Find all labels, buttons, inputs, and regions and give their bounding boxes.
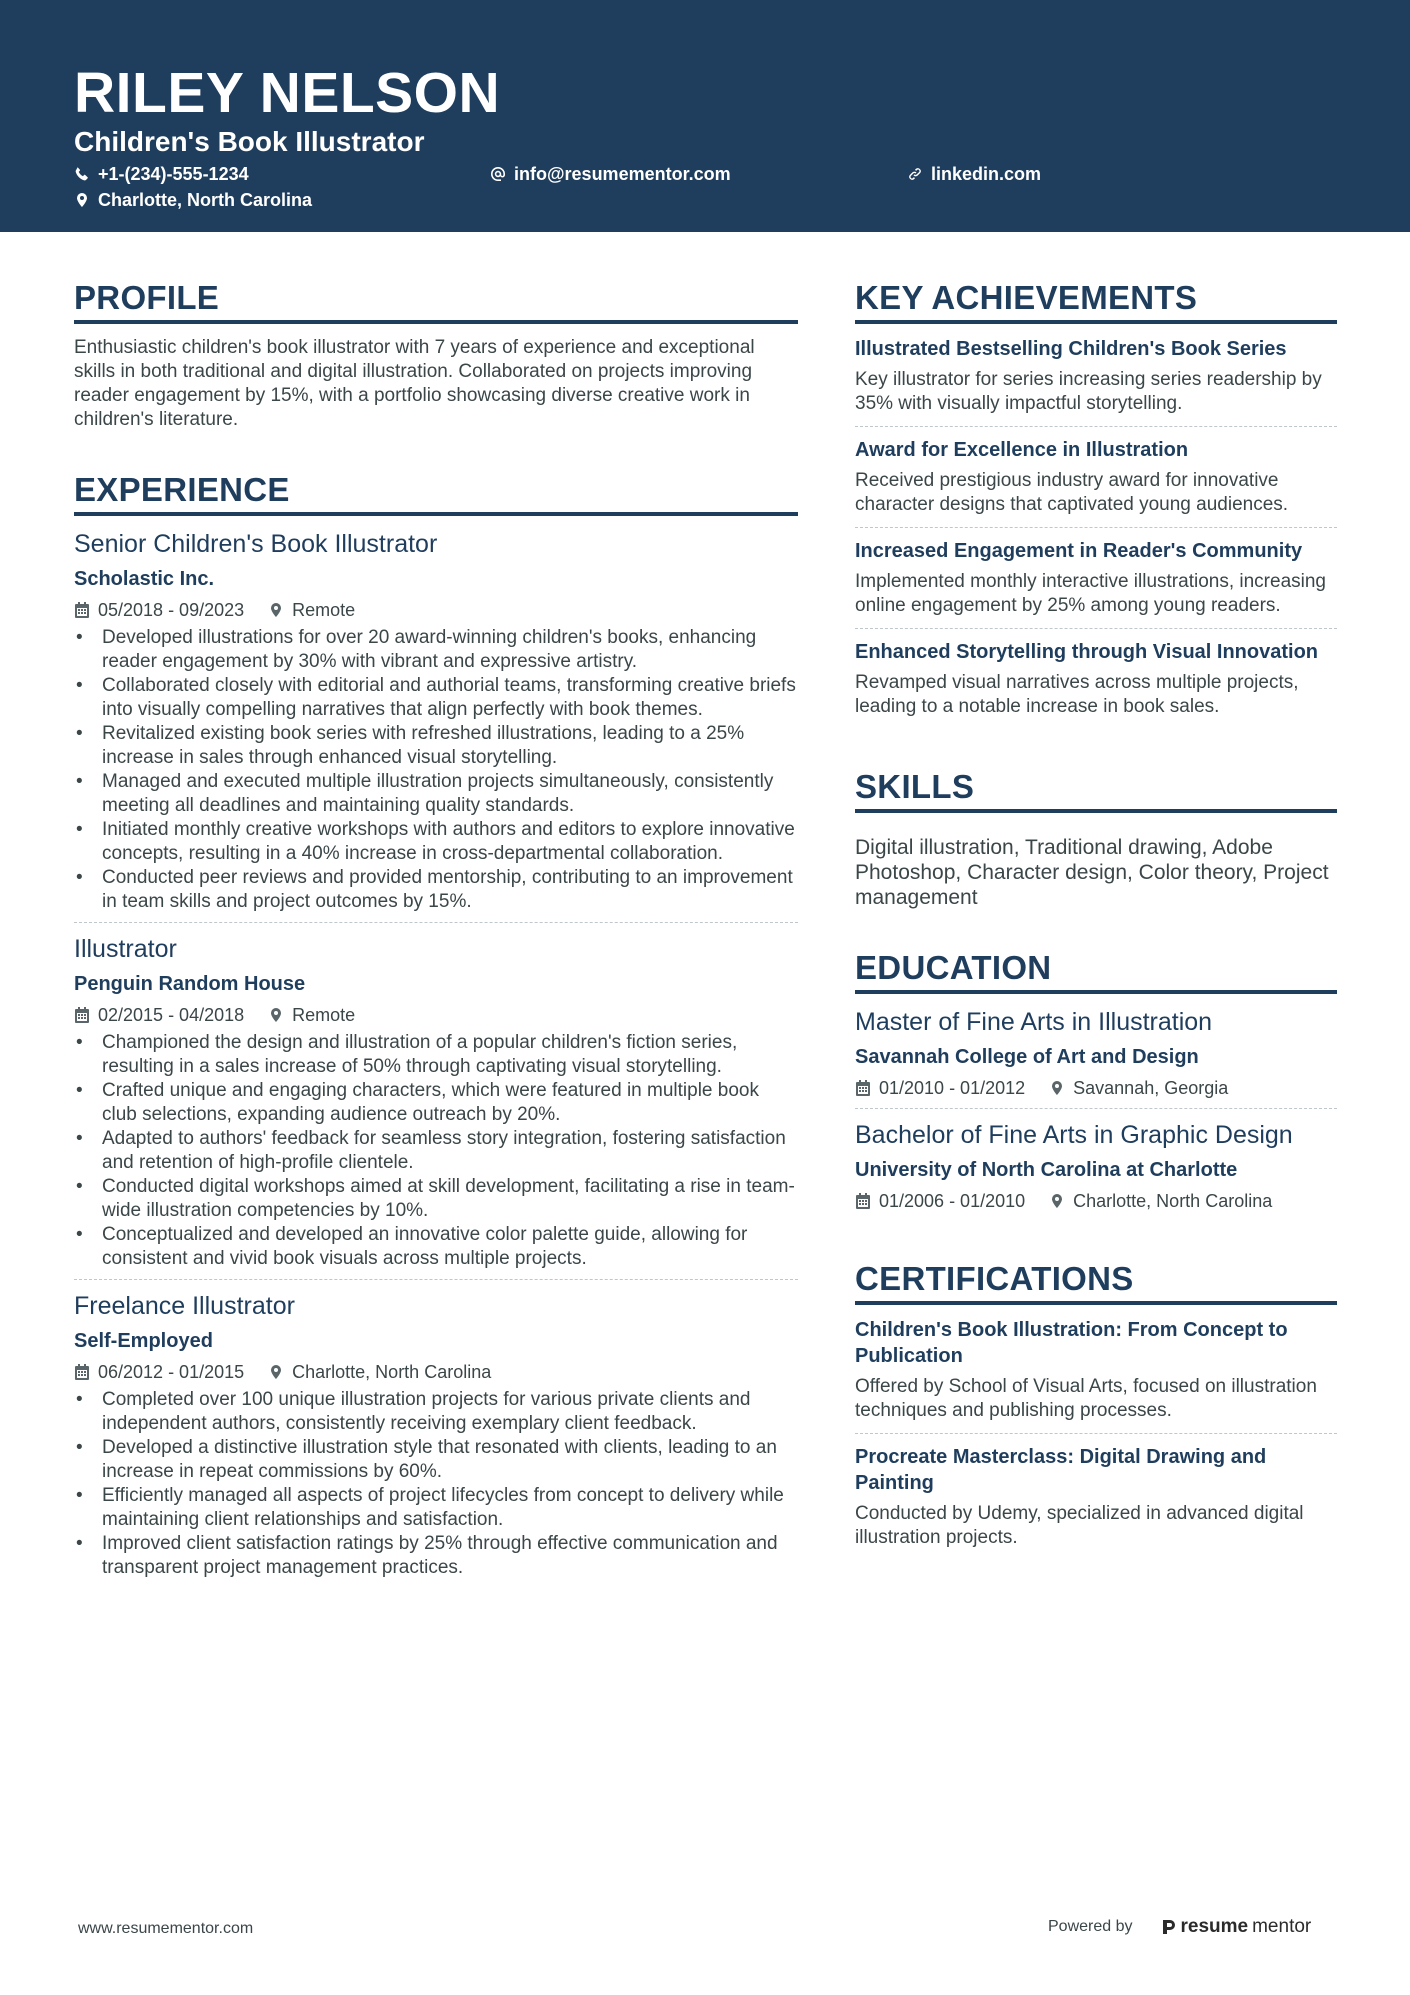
resume-header xyxy=(0,0,1410,232)
job-dates-text: 05/2018 - 09/2023 xyxy=(98,600,245,620)
location-pin-icon xyxy=(74,192,90,208)
phone-icon xyxy=(74,166,90,182)
bullet-item: • Initiated monthly creative workshops with authors and editors to explore innovative concepts, resulting in a 40% increase in cross-departmental collaboration. xyxy=(74,818,798,866)
job-bullets xyxy=(74,1388,798,1580)
right-column xyxy=(855,278,1337,1598)
education-location xyxy=(1049,1189,1272,1213)
school-name: Savannah College of Art and Design xyxy=(855,1046,1199,1068)
experience-section xyxy=(74,470,798,1588)
calendar-icon xyxy=(74,1364,90,1380)
location-pin-icon xyxy=(268,602,284,618)
section-title: EXPERIENCE xyxy=(74,470,798,516)
bullet-item: • Efficiently managed all aspects of project lifecycles from concept to delivery while maintaining client relationships and satisfaction. xyxy=(74,1484,798,1532)
education-dates xyxy=(855,1189,1025,1213)
at-sign-icon xyxy=(490,166,506,182)
certifications-section xyxy=(855,1259,1337,1560)
powered-by-text: Powered by xyxy=(1048,1918,1133,1935)
location-text: Charlotte, North Carolina xyxy=(98,190,313,210)
achievement-title: Increased Engagement in Reader's Community xyxy=(855,540,1303,562)
footer-website[interactable]: www.resumementor.com xyxy=(78,1920,254,1937)
bullet-item: • Managed and executed multiple illustration projects simultaneously, consistently meeting all deadlines and maintaining quality standards. xyxy=(74,770,798,818)
certification-desc: Conducted by Udemy, specialized in advanced digital illustration projects. xyxy=(855,1503,1304,1548)
job-entry xyxy=(74,1290,798,1588)
job-location-text: Remote xyxy=(292,600,356,620)
certification-title: Procreate Masterclass: Digital Drawing and Painting xyxy=(855,1446,1267,1494)
bullet-item: • Conducted peer reviews and provided mentorship, contributing to an improvement in team skills and project outcomes by 15%. xyxy=(74,866,798,914)
bullet-item: • Developed illustrations for over 20 award-winning children's books, enhancing reader engagement by 30% with vibrant and expressive artistry. xyxy=(74,626,798,674)
section-title: PROFILE xyxy=(74,278,798,324)
certification-title: Children's Book Illustration: From Concept to Publication xyxy=(855,1319,1288,1367)
job-dates-text: 06/2012 - 01/2015 xyxy=(98,1362,245,1382)
achievement-title: Enhanced Storytelling through Visual Innovation xyxy=(855,641,1318,663)
job-dates xyxy=(74,598,244,622)
achievement-item xyxy=(855,639,1337,729)
skills-section xyxy=(855,767,1337,910)
left-column xyxy=(74,278,798,1598)
job-entry xyxy=(74,528,798,923)
job-company: Scholastic Inc. xyxy=(74,568,215,590)
job-location xyxy=(268,1360,491,1384)
education-location-text: Charlotte, North Carolina xyxy=(1073,1191,1273,1211)
degree-title: Bachelor of Fine Arts in Graphic Design xyxy=(855,1121,1293,1149)
job-title: Senior Children's Book Illustrator xyxy=(74,530,438,558)
contact-location xyxy=(74,189,312,211)
candidate-name: RILEY NELSON xyxy=(74,61,501,125)
linkedin-text: linkedin.com xyxy=(931,164,1042,184)
achievement-item xyxy=(855,336,1337,427)
education-dates xyxy=(855,1076,1025,1100)
job-dates xyxy=(74,1003,244,1027)
school-name: University of North Carolina at Charlotte xyxy=(855,1159,1238,1181)
achievement-title: Award for Excellence in Illustration xyxy=(855,439,1189,461)
job-dates xyxy=(74,1360,244,1384)
degree-title: Master of Fine Arts in Illustration xyxy=(855,1008,1213,1036)
candidate-title: Children's Book Illustrator xyxy=(74,126,425,157)
skills-text: Digital illustration, Traditional drawing, Adobe Photoshop, Character design, Color theory, Project management xyxy=(855,836,1329,909)
footer-branding xyxy=(1048,1916,1311,1938)
phone-text: +1-(234)-555-1234 xyxy=(98,164,249,184)
job-location-text: Remote xyxy=(292,1005,356,1025)
achievement-desc: Revamped visual narratives across multiple projects, leading to a notable increase in book sales. xyxy=(855,672,1299,717)
section-title: SKILLS xyxy=(855,767,1337,813)
section-title: EDUCATION xyxy=(855,948,1337,994)
education-location xyxy=(1049,1076,1228,1100)
profile-text: Enthusiastic children's book illustrator with 7 years of experience and exceptional skills in both traditional and digital illustration. Collaborated on projects improving reader engagement by 15%, with a portfolio showcasing diverse creative work in children's literature. xyxy=(74,337,755,430)
bullet-item: • Championed the design and illustration of a popular children's fiction series, resulting in a sales increase of 50% through captivating visual storytelling. xyxy=(74,1031,798,1079)
calendar-icon xyxy=(74,1007,90,1023)
bullet-item: • Completed over 100 unique illustration projects for various private clients and independent authors, consistently receiving exemplary client feedback. xyxy=(74,1388,798,1436)
education-meta xyxy=(855,1076,1337,1100)
achievements-section xyxy=(855,278,1337,729)
section-title: CERTIFICATIONS xyxy=(855,1259,1337,1305)
job-location xyxy=(268,598,355,622)
section-title: KEY ACHIEVEMENTS xyxy=(855,278,1337,324)
education-item xyxy=(855,1119,1337,1221)
bullet-item: • Crafted unique and engaging characters, which were featured in multiple book club selections, expanding audience outreach by 20%. xyxy=(74,1079,798,1127)
achievement-desc: Implemented monthly interactive illustrations, increasing online engagement by 25% among young readers. xyxy=(855,571,1326,616)
achievement-desc: Received prestigious industry award for innovative character designs that captivated young audiences. xyxy=(855,470,1289,515)
bullet-item: • Adapted to authors' feedback for seamless story integration, fostering satisfaction and retention of high-profile clientele. xyxy=(74,1127,798,1175)
job-title: Illustrator xyxy=(74,935,177,963)
job-meta xyxy=(74,1360,798,1384)
location-pin-icon xyxy=(268,1364,284,1380)
job-meta xyxy=(74,1003,798,1027)
education-dates-text: 01/2010 - 01/2012 xyxy=(879,1078,1026,1098)
education-location-text: Savannah, Georgia xyxy=(1073,1078,1229,1098)
profile-section xyxy=(74,278,798,432)
job-location-text: Charlotte, North Carolina xyxy=(292,1362,492,1382)
job-dates-text: 02/2015 - 04/2018 xyxy=(98,1005,245,1025)
link-icon xyxy=(907,166,923,182)
job-company: Penguin Random House xyxy=(74,973,306,995)
bullet-item: • Developed a distinctive illustration style that resonated with clients, leading to an increase in repeat commissions by 60%. xyxy=(74,1436,798,1484)
calendar-icon xyxy=(855,1193,871,1209)
achievement-title: Illustrated Bestselling Children's Book Series xyxy=(855,338,1287,360)
brand-name-bold: resume xyxy=(1180,1916,1249,1937)
bullet-item: • Revitalized existing book series with refreshed illustrations, leading to a 25% increase in sales through enhanced visual storytelling. xyxy=(74,722,798,770)
job-location xyxy=(268,1003,355,1027)
contact-linkedin[interactable] xyxy=(907,163,1041,185)
achievement-item xyxy=(855,437,1337,528)
job-bullets xyxy=(74,626,798,914)
education-item xyxy=(855,1006,1337,1109)
bullet-item: • Conducted digital workshops aimed at skill development, facilitating a rise in team-wide illustration competencies by 10%. xyxy=(74,1175,798,1223)
bullet-item: • Improved client satisfaction ratings by 25% through effective communication and transparent project management practices. xyxy=(74,1532,798,1580)
certification-item xyxy=(855,1444,1337,1560)
bullet-item: • Conceptualized and developed an innovative color palette guide, allowing for consistent and vivid book visuals across multiple projects. xyxy=(74,1223,798,1271)
achievement-desc: Key illustrator for series increasing series readership by 35% with visually impactful storytelling. xyxy=(855,369,1322,414)
email-text: info@resumementor.com xyxy=(514,164,731,184)
job-bullets xyxy=(74,1031,798,1271)
education-dates-text: 01/2006 - 01/2010 xyxy=(879,1191,1026,1211)
job-entry xyxy=(74,933,798,1280)
job-title: Freelance Illustrator xyxy=(74,1292,295,1320)
resumementor-logo-icon xyxy=(1161,1918,1177,1936)
job-company: Self-Employed xyxy=(74,1330,213,1352)
certification-desc: Offered by School of Visual Arts, focused on illustration techniques and publishing processes. xyxy=(855,1376,1317,1421)
achievement-item xyxy=(855,538,1337,629)
location-pin-icon xyxy=(268,1007,284,1023)
education-section xyxy=(855,948,1337,1221)
brand-name-light: mentor xyxy=(1252,1916,1312,1937)
education-meta xyxy=(855,1189,1337,1213)
job-meta xyxy=(74,598,798,622)
contact-email[interactable] xyxy=(490,163,731,185)
location-pin-icon xyxy=(1049,1080,1065,1096)
calendar-icon xyxy=(855,1080,871,1096)
location-pin-icon xyxy=(1049,1193,1065,1209)
brand-logo[interactable] xyxy=(1161,1916,1312,1938)
certification-item xyxy=(855,1317,1337,1434)
contact-phone[interactable] xyxy=(74,163,249,185)
calendar-icon xyxy=(74,602,90,618)
bullet-item: • Collaborated closely with editorial and authorial teams, transforming creative briefs into visually compelling narratives that align perfectly with book themes. xyxy=(74,674,798,722)
